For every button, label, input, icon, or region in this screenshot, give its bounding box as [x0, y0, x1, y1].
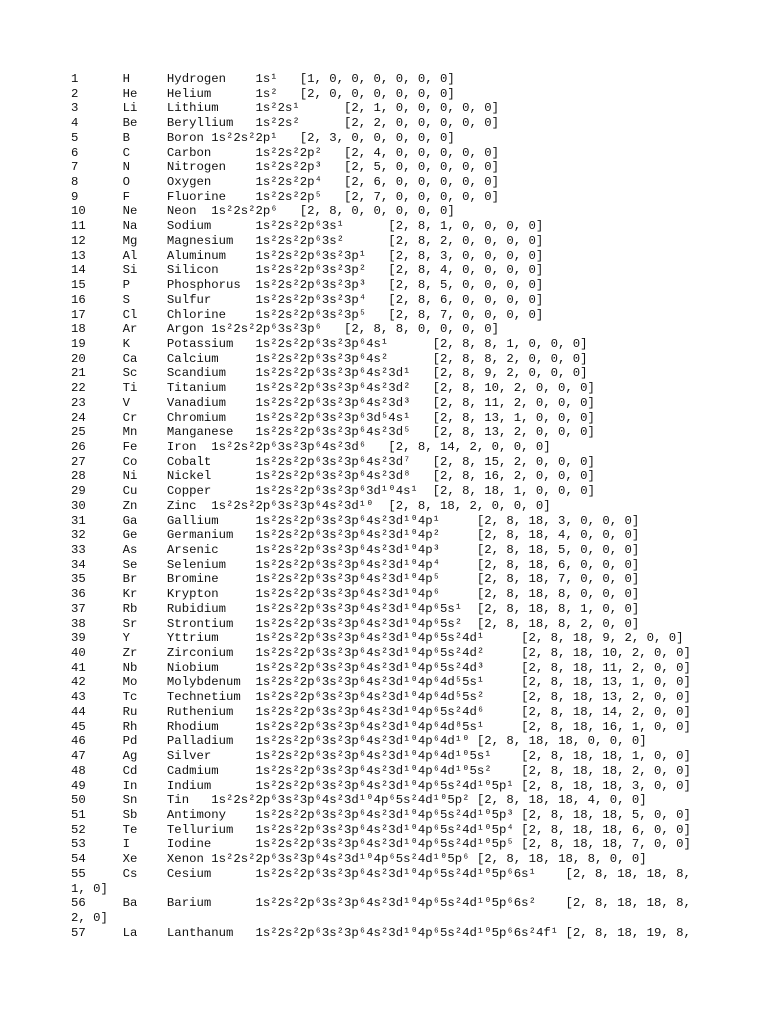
text-line: 38 Sr Strontium 1s²2s²2p⁶3s²3p⁶4s²3d¹⁰4p⁶5s² [2, 8, 18, 8, 2, 0, 0] — [71, 616, 640, 631]
text-line: 12 Mg Magnesium 1s²2s²2p⁶3s² [2, 8, 2, 0, 0, 0, 0] — [71, 233, 544, 248]
text-line: 31 Ga Gallium 1s²2s²2p⁶3s²3p⁶4s²3d¹⁰4p¹ [2, 8, 18, 3, 0, 0, 0] — [71, 513, 640, 528]
text-line: 50 Sn Tin 1s²2s²2p⁶3s²3p⁶4s²3d¹⁰4p⁶5s²4d¹⁰5p² [2, 8, 18, 18, 4, 0, 0] — [71, 793, 647, 808]
text-line: 43 Tc Technetium 1s²2s²2p⁶3s²3p⁶4s²3d¹⁰4p⁶4d⁵5s² [2, 8, 18, 13, 2, 0, 0] — [71, 690, 691, 705]
text-line: 33 As Arsenic 1s²2s²2p⁶3s²3p⁶4s²3d¹⁰4p³ [2, 8, 18, 5, 0, 0, 0] — [71, 543, 640, 557]
text-line: 20 Ca Calcium 1s²2s²2p⁶3s²3p⁶4s² [2, 8, 8, 2, 0, 0, 0] — [71, 351, 588, 366]
text-line: 54 Xe Xenon 1s²2s²2p⁶3s²3p⁶4s²3d¹⁰4p⁶5s²4d¹⁰5p⁶ [2, 8, 18, 18, 8, 0, 0] — [71, 852, 647, 867]
text-line: 25 Mn Manganese 1s²2s²2p⁶3s²3p⁶4s²3d⁵ [2, 8, 13, 2, 0, 0, 0] — [71, 425, 595, 440]
text-line: 26 Fe Iron 1s²2s²2p⁶3s²3p⁶4s²3d⁶ [2, 8, 14, 2, 0, 0, 0] — [71, 439, 551, 454]
text-line: 22 Ti Titanium 1s²2s²2p⁶3s²3p⁶4s²3d² [2, 8, 10, 2, 0, 0, 0] — [71, 381, 595, 396]
text-line: 37 Rb Rubidium 1s²2s²2p⁶3s²3p⁶4s²3d¹⁰4p⁶5s¹ [2, 8, 18, 8, 1, 0, 0] — [71, 601, 640, 616]
text-line: 18 Ar Argon 1s²2s²2p⁶3s²3p⁶ [2, 8, 8, 0, 0, 0, 0] — [71, 322, 500, 337]
text-line: 46 Pd Palladium 1s²2s²2p⁶3s²3p⁶4s²3d¹⁰4p⁶4d¹⁰ [2, 8, 18, 18, 0, 0, 0] — [71, 734, 647, 749]
text-line: 34 Se Selenium 1s²2s²2p⁶3s²3p⁶4s²3d¹⁰4p⁴ [2, 8, 18, 6, 0, 0, 0] — [71, 557, 640, 572]
text-line: 14 Si Silicon 1s²2s²2p⁶3s²3p² [2, 8, 4, 0, 0, 0, 0] — [71, 263, 544, 278]
text-line: 48 Cd Cadmium 1s²2s²2p⁶3s²3p⁶4s²3d¹⁰4p⁶4d¹⁰5s² [2, 8, 18, 18, 2, 0, 0] — [71, 763, 691, 778]
text-line: 41 Nb Niobium 1s²2s²2p⁶3s²3p⁶4s²3d¹⁰4p⁶5s²4d³ [2, 8, 18, 11, 2, 0, 0] — [71, 660, 691, 675]
text-line: 8 O Oxygen 1s²2s²2p⁴ [2, 6, 0, 0, 0, 0, 0] — [71, 175, 500, 190]
text-line: 57 La Lanthanum 1s²2s²2p⁶3s²3p⁶4s²3d¹⁰4p⁶5s²4d¹⁰5p⁶6s²4f¹ [2, 8, 18, 19, 8, — [71, 925, 691, 940]
text-line: 21 Sc Scandium 1s²2s²2p⁶3s²3p⁶4s²3d¹ [2, 8, 9, 2, 0, 0, 0] — [71, 366, 588, 381]
text-line: 28 Ni Nickel 1s²2s²2p⁶3s²3p⁶4s²3d⁸ [2, 8, 16, 2, 0, 0, 0] — [71, 469, 595, 484]
element-configuration-list — [71, 72, 701, 940]
text-line: 51 Sb Antimony 1s²2s²2p⁶3s²3p⁶4s²3d¹⁰4p⁶5s²4d¹⁰5p³ [2, 8, 18, 18, 5, 0, 0] — [71, 807, 691, 822]
text-line: 5 B Boron 1s²2s²2p¹ [2, 3, 0, 0, 0, 0, 0] — [71, 130, 455, 145]
text-line: 39 Y Yttrium 1s²2s²2p⁶3s²3p⁶4s²3d¹⁰4p⁶5s²4d¹ [2, 8, 18, 9, 2, 0, 0] — [71, 631, 684, 646]
text-line: 44 Ru Ruthenium 1s²2s²2p⁶3s²3p⁶4s²3d¹⁰4p⁶5s²4d⁶ [2, 8, 18, 14, 2, 0, 0] — [71, 704, 691, 719]
text-line: 15 P Phosphorus 1s²2s²2p⁶3s²3p³ [2, 8, 5, 0, 0, 0, 0] — [71, 278, 544, 293]
text-line: 9 F Fluorine 1s²2s²2p⁵ [2, 7, 0, 0, 0, 0, 0] — [71, 189, 500, 204]
text-line: 45 Rh Rhodium 1s²2s²2p⁶3s²3p⁶4s²3d¹⁰4p⁶4d⁸5s¹ [2, 8, 18, 16, 1, 0, 0] — [71, 719, 691, 734]
text-line: 40 Zr Zirconium 1s²2s²2p⁶3s²3p⁶4s²3d¹⁰4p⁶5s²4d² [2, 8, 18, 10, 2, 0, 0] — [71, 646, 691, 661]
text-line: 36 Kr Krypton 1s²2s²2p⁶3s²3p⁶4s²3d¹⁰4p⁶ [2, 8, 18, 8, 0, 0, 0] — [71, 587, 640, 602]
text-line: 56 Ba Barium 1s²2s²2p⁶3s²3p⁶4s²3d¹⁰4p⁶5s²4d¹⁰5p⁶6s² [2, 8, 18, 18, 8, — [71, 896, 691, 911]
text-line: 30 Zn Zinc 1s²2s²2p⁶3s²3p⁶4s²3d¹⁰ [2, 8, 18, 2, 0, 0, 0] — [71, 498, 551, 513]
text-line: 11 Na Sodium 1s²2s²2p⁶3s¹ [2, 8, 1, 0, 0, 0, 0] — [71, 219, 544, 234]
text-line: 3 Li Lithium 1s²2s¹ [2, 1, 0, 0, 0, 0, 0] — [71, 101, 500, 116]
text-line: 23 V Vanadium 1s²2s²2p⁶3s²3p⁶4s²3d³ [2, 8, 11, 2, 0, 0, 0] — [71, 395, 595, 410]
text-line: 16 S Sulfur 1s²2s²2p⁶3s²3p⁴ [2, 8, 6, 0, 0, 0, 0] — [71, 292, 544, 307]
text-line: 49 In Indium 1s²2s²2p⁶3s²3p⁶4s²3d¹⁰4p⁶5s²4d¹⁰5p¹ [2, 8, 18, 18, 3, 0, 0] — [71, 778, 691, 793]
text-line: 35 Br Bromine 1s²2s²2p⁶3s²3p⁶4s²3d¹⁰4p⁵ [2, 8, 18, 7, 0, 0, 0] — [71, 572, 640, 587]
text-line: 2, 0] — [71, 910, 108, 925]
text-line: 29 Cu Copper 1s²2s²2p⁶3s²3p⁶3d¹⁰4s¹ [2, 8, 18, 1, 0, 0, 0] — [71, 484, 595, 499]
text-line: 17 Cl Chlorine 1s²2s²2p⁶3s²3p⁵ [2, 8, 7, 0, 0, 0, 0] — [71, 307, 544, 322]
text-line: 53 I Iodine 1s²2s²2p⁶3s²3p⁶4s²3d¹⁰4p⁶5s²4d¹⁰5p⁵ [2, 8, 18, 18, 7, 0, 0] — [71, 837, 691, 852]
text-line: 52 Te Tellurium 1s²2s²2p⁶3s²3p⁶4s²3d¹⁰4p⁶5s²4d¹⁰5p⁴ [2, 8, 18, 18, 6, 0, 0] — [71, 822, 691, 837]
text-line: 10 Ne Neon 1s²2s²2p⁶ [2, 8, 0, 0, 0, 0, 0] — [71, 204, 455, 219]
text-line: 1 H Hydrogen 1s¹ [1, 0, 0, 0, 0, 0, 0] — [71, 72, 455, 86]
text-line: 4 Be Beryllium 1s²2s² [2, 2, 0, 0, 0, 0, 0] — [71, 116, 500, 131]
text-line: 19 K Potassium 1s²2s²2p⁶3s²3p⁶4s¹ [2, 8, 8, 1, 0, 0, 0] — [71, 336, 588, 351]
text-line: 27 Co Cobalt 1s²2s²2p⁶3s²3p⁶4s²3d⁷ [2, 8, 15, 2, 0, 0, 0] — [71, 454, 595, 469]
text-line: 6 C Carbon 1s²2s²2p² [2, 4, 0, 0, 0, 0, 0] — [71, 145, 500, 160]
text-line: 55 Cs Cesium 1s²2s²2p⁶3s²3p⁶4s²3d¹⁰4p⁶5s²4d¹⁰5p⁶6s¹ [2, 8, 18, 18, 8, — [71, 866, 691, 881]
text-line: 13 Al Aluminum 1s²2s²2p⁶3s²3p¹ [2, 8, 3, 0, 0, 0, 0] — [71, 248, 544, 263]
text-line: 1, 0] — [71, 881, 108, 896]
text-line: 7 N Nitrogen 1s²2s²2p³ [2, 5, 0, 0, 0, 0, 0] — [71, 160, 500, 175]
text-line: 47 Ag Silver 1s²2s²2p⁶3s²3p⁶4s²3d¹⁰4p⁶4d¹⁰5s¹ [2, 8, 18, 18, 1, 0, 0] — [71, 749, 691, 764]
text-line: 32 Ge Germanium 1s²2s²2p⁶3s²3p⁶4s²3d¹⁰4p² [2, 8, 18, 4, 0, 0, 0] — [71, 528, 640, 543]
text-line: 24 Cr Chromium 1s²2s²2p⁶3s²3p⁶3d⁵4s¹ [2, 8, 13, 1, 0, 0, 0] — [71, 410, 595, 425]
text-line: 2 He Helium 1s² [2, 0, 0, 0, 0, 0, 0] — [71, 86, 455, 101]
text-line: 42 Mo Molybdenum 1s²2s²2p⁶3s²3p⁶4s²3d¹⁰4p⁶4d⁵5s¹ [2, 8, 18, 13, 1, 0, 0] — [71, 675, 691, 690]
